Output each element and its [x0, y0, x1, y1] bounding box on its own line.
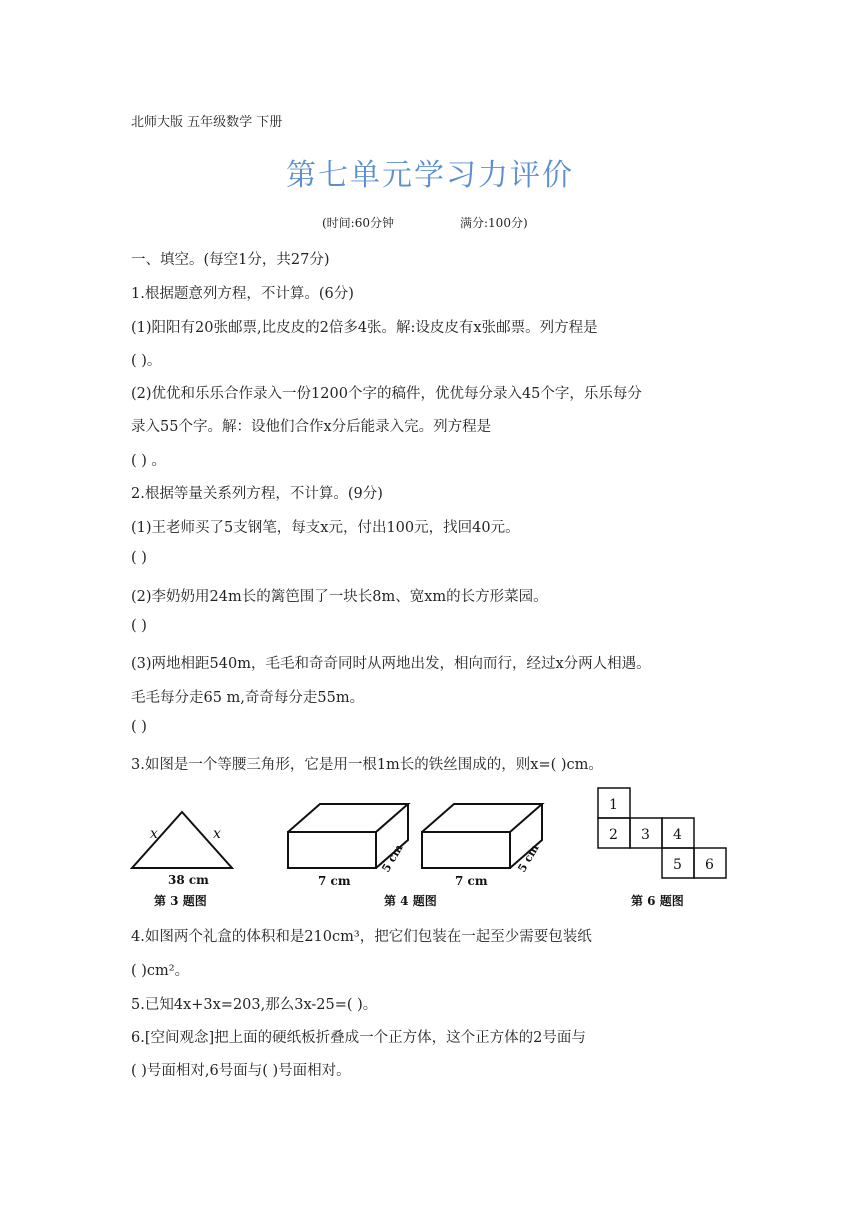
question-5: 5.已知4x+3x=203,那么3x-25=( )。	[131, 997, 378, 1013]
question-6: 6.[空间观念]把上面的硬纸板折叠成一个正方体，这个正方体的2号面与	[131, 1030, 586, 1046]
net-label-2: 2	[609, 827, 618, 843]
question-1-1: (1)阳阳有20张邮票,比皮皮的2倍多4张。解:设皮皮有x张邮票。列方程是	[131, 320, 598, 336]
figure-4-caption: 第 4 题图	[384, 894, 437, 908]
question-1-2-cont: 录入55个字。解：设他们合作x分后能录入完。列方程是	[131, 419, 492, 435]
question-1: 1.根据题意列方程，不计算。(6分)	[131, 286, 354, 302]
box-left-length-label: 7 cm	[318, 874, 351, 888]
figure-6	[598, 788, 726, 908]
question-3: 3.如图是一个等腰三角形，它是用一根1m长的铁丝围成的，则x=( )cm。	[131, 757, 603, 773]
box-left-depth-label: 5 cm	[379, 842, 406, 875]
question-4-blank: ( )cm²。	[131, 963, 190, 979]
question-4: 4.如图两个礼盒的体积和是210cm³，把它们包装在一起至少需要包装纸	[131, 929, 592, 945]
triangle-base-label: 38 cm	[168, 873, 209, 887]
box-right-depth-label: 5 cm	[515, 842, 542, 875]
question-2-1-blank: ( )	[131, 550, 147, 566]
triangle-side-right-label: x	[213, 826, 221, 842]
net-label-1: 1	[609, 797, 618, 813]
page-title: 第七单元学习力评价	[286, 158, 574, 193]
figure-4	[288, 804, 542, 908]
question-2-1: (1)王老师买了5支钢笔，每支x元，付出100元，找回40元。	[131, 520, 520, 536]
question-1-2-blank: ( ) 。	[131, 453, 167, 469]
question-2-3: (3)两地相距540m，毛毛和奇奇同时从两地出发，相向而行，经过x分两人相遇。	[131, 656, 651, 672]
section-1-heading: 一、填空。(每空1分，共27分)	[131, 252, 330, 268]
question-6-blank: ( )号面相对,6号面与( )号面相对。	[131, 1063, 351, 1079]
time-limit: (时间:60分钟	[322, 216, 394, 230]
full-score: 满分:100分)	[460, 216, 528, 230]
net-label-6: 6	[705, 857, 714, 873]
net-label-5: 5	[673, 857, 682, 873]
figure-3-caption: 第 3 题图	[154, 894, 207, 908]
box-right-length-label: 7 cm	[455, 874, 488, 888]
figure-3	[132, 812, 232, 908]
question-2: 2.根据等量关系列方程，不计算。(9分)	[131, 486, 383, 502]
question-2-3-blank: ( )	[131, 719, 147, 735]
question-2-2: (2)李奶奶用24m长的篱笆围了一块长8m、宽xm的长方形菜园。	[131, 589, 548, 605]
question-1-2: (2)优优和乐乐合作录入一份1200个字的稿件，优优每分录入45个字，乐乐每分	[131, 386, 642, 402]
net-label-3: 3	[641, 827, 650, 843]
question-1-1-blank: ( )。	[131, 353, 162, 369]
book-header: 北师大版 五年级数学 下册	[131, 115, 283, 130]
figure-6-caption: 第 6 题图	[631, 894, 684, 908]
question-2-2-blank: ( )	[131, 618, 147, 634]
figure-strip	[120, 780, 740, 915]
net-label-4: 4	[673, 827, 682, 843]
question-2-3-cont: 毛毛每分走65 m,奇奇每分走55m。	[131, 690, 365, 706]
triangle-side-left-label: x	[150, 826, 158, 842]
